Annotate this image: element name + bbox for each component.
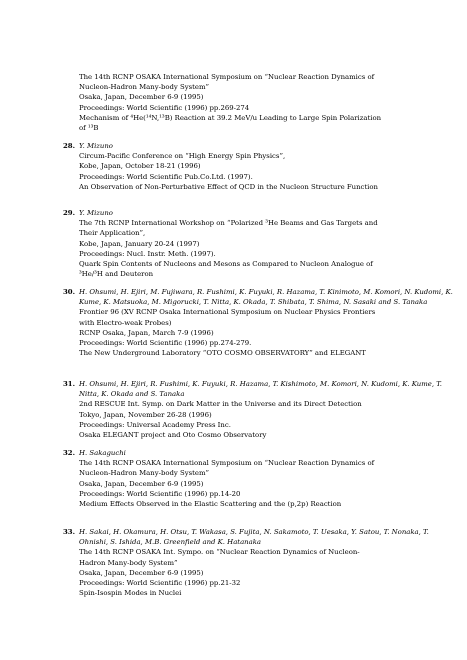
text-line: Frontier 96 (XV RCNP Osaka International Symposium on Nuclear Physics Frontiers xyxy=(79,308,376,317)
text-line: Osaka, Japan, December 6-9 (1995) xyxy=(79,568,204,577)
text-line: Proceedings: World Scientific (1996) pp.274-279. xyxy=(79,339,252,348)
text-line: 2nd RESCUE Int. Symp. on Dark Matter in the Universe and its Direct Detection xyxy=(79,400,362,409)
entry-number: 31. xyxy=(63,380,75,388)
text-line: Proceedings: Nucl. Instr. Meth. (1997). xyxy=(79,249,216,258)
text-line: of ¹³B xyxy=(79,124,99,133)
text-line: Proceedings: World Scientific (1996) pp.269-274 xyxy=(79,103,250,112)
text-line: The 14th RCNP OSAKA Int. Sympo. on “Nuclear Reaction Dynamics of Nucleon- xyxy=(79,548,360,557)
entry-number: 30. xyxy=(63,288,75,296)
entry-authors: H. Sakai, H. Okamura, H. Otsu, T. Wakasa, S. Fujita, N. Sakamoto, T. Uesaka, Y. Satou, T. Nonaka, T. Ohnishi, S. Ishida, M.B. Greenfield and K. Hatanaka xyxy=(79,528,429,547)
text-line: Circum-Pacific Conference on “High Energy Spin Physics”, xyxy=(79,152,286,161)
text-line: Osaka, Japan, December 6-9 (1995) xyxy=(79,479,204,488)
entry-authors: H. Ohsumi, H. Ejiri, R. Fushimi, K. Fuyuki, R. Hazama, T. Kishimoto, M. Komori, N. Kudomi, K. Kume, T. Nitta, K. Okada and S. Tanaka xyxy=(79,380,442,399)
entry-authors: Y. Mizuno xyxy=(79,209,113,217)
text-line: ³He/³H and Deuteron xyxy=(79,270,154,279)
text-line: Nucleon-Hadron Many-body System” xyxy=(79,469,210,478)
entry-authors: H. Ohsumi, H. Ejiri, M. Fujiwara, R. Fushimi, K. Fuyuki, R. Hazama, T. Kinimoto, M. Komori, N. Kudomi, K. Kume, K. Matsuoka, M. Migorucki, T. Nitta, K. Okada, T. Shibata, T. Shima, N. Sasaki and S. Tanaka xyxy=(79,288,453,307)
text-line: Tokyo, Japan, November 26-28 (1996) xyxy=(79,410,212,419)
text-line: Hadron Many-body System” xyxy=(79,558,178,567)
entry-number: 32. xyxy=(63,449,75,457)
text-line: Proceedings: World Scientific (1996) pp.21-32 xyxy=(79,579,241,588)
text-line: Spin-Isospin Modes in Nuclei xyxy=(79,589,182,598)
entry-number: 28. xyxy=(63,142,75,150)
text-line: The 14th RCNP OSAKA International Symposium on “Nuclear Reaction Dynamics of xyxy=(79,459,375,468)
text-line: Their Application”, xyxy=(79,229,146,238)
text-line: with Electro-weak Probes) xyxy=(79,318,172,327)
text-line: Proceedings: Universal Academy Press Inc. xyxy=(79,420,231,429)
text-line: Kobe, Japan, October 18-21 (1996) xyxy=(79,162,201,171)
text-line: The New Underground Laboratory “OTO COSMO OBSERVATORY” and ELEGANT xyxy=(79,349,366,358)
entry-authors: H. Sakaguchi xyxy=(79,449,126,457)
text-line: Osaka ELEGANT project and Oto Cosmo Observatory xyxy=(79,431,267,440)
text-line: Medium Effects Observed in the Elastic Scattering and the (p,2p) Reaction xyxy=(79,500,342,509)
text-line: Proceedings: World Scientific (1996) pp.14-20 xyxy=(79,489,241,498)
entry-number: 33. xyxy=(63,528,75,536)
text-line: Quark Spin Contents of Nucleons and Mesons as Compared to Nucleon Analogue of xyxy=(79,260,373,269)
text-line: RCNP Osaka, Japan, March 7-9 (1996) xyxy=(79,328,214,337)
text-line: Kobe, Japan, January 20-24 (1997) xyxy=(79,239,200,248)
text-line: An Observation of Non-Perturbative Effect of QCD in the Nucleon Structure Function xyxy=(79,182,378,191)
entry-authors: Y. Mizuno xyxy=(79,142,113,150)
text-line: The 14th RCNP OSAKA International Symposium on “Nuclear Reaction Dynamics of xyxy=(79,73,375,81)
text-line: Osaka, Japan, December 6-9 (1995) xyxy=(79,93,204,102)
text-line: Proceedings: World Scientific Pub.Co.Ltd. (1997). xyxy=(79,172,253,181)
continuation-entry xyxy=(79,72,459,133)
text-line: Nucleon-Hadron Many-body System” xyxy=(79,83,210,92)
entry-number: 29. xyxy=(63,209,75,217)
text-line: Mechanism of ⁴He(¹⁴N,¹³B) Reaction at 39.2 MeV/u Leading to Large Spin Polarization xyxy=(79,113,382,122)
text-line: The 7th RCNP International Workshop on “Polarized ³He Beams and Gas Targets and xyxy=(79,219,378,228)
